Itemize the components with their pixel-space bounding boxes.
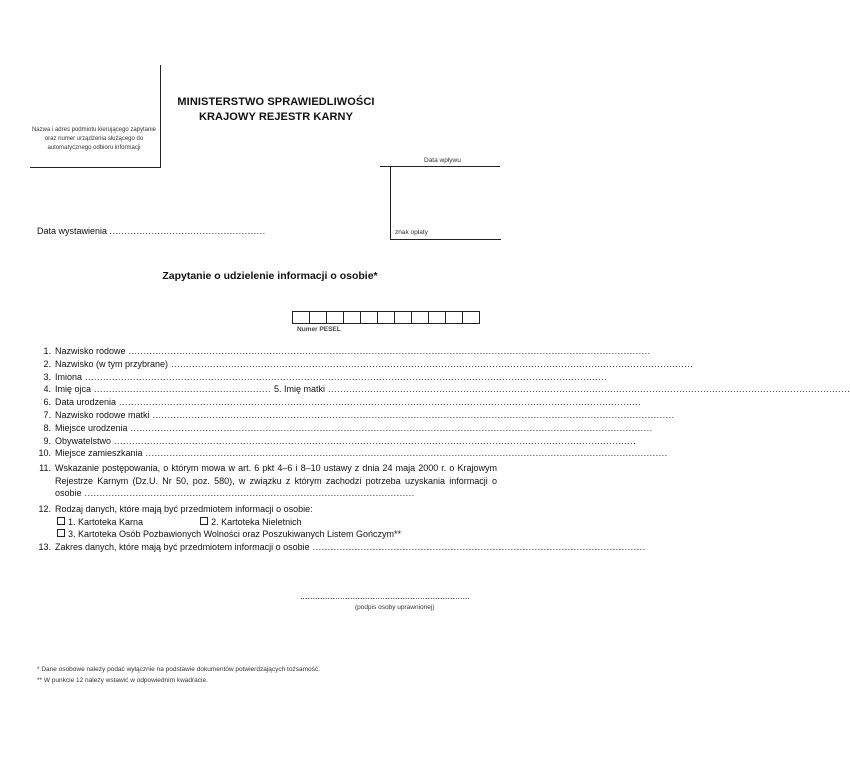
field-number: 7.: [43, 410, 51, 420]
field-dots: ..............................................................................................................................................................................: [82, 371, 608, 382]
pesel-digit-cell[interactable]: [377, 311, 395, 324]
ministry-heading: [160, 95, 392, 125]
form-field-row[interactable]: [37, 409, 675, 422]
field-label: Miejsce zamieszkania: [55, 448, 143, 459]
field-dots: ..............................................................................................................................................................................: [142, 448, 668, 459]
form-field-row[interactable]: [37, 358, 694, 371]
field-label-mother-name: 5. Imię matki: [274, 384, 326, 395]
field-number: 8.: [43, 422, 51, 433]
field-label: Miejsce urodzenia: [55, 422, 128, 433]
pesel-digit-cell[interactable]: [394, 311, 412, 324]
field-data-scope-dots: ...............................................................................................................: [309, 542, 646, 552]
pesel-digit-cell[interactable]: [360, 311, 378, 324]
sender-caption: Nazwa i adres podmiotu kierującego zapytanie oraz numer urządzenia służącego do automatycznego odbioru informacji: [31, 127, 157, 151]
pesel-digit-cell[interactable]: [428, 311, 446, 324]
field-proceedings[interactable]: [37, 462, 497, 500]
pesel-digit-cell[interactable]: [326, 311, 344, 324]
field-label: Imiona: [55, 371, 83, 382]
receipt-date-label: Data wpływu: [424, 157, 461, 164]
option-juvenile-record-label: 2. Kartoteka Nieletnich: [211, 516, 302, 527]
field-proceedings-dots: ..............................................................................................................: [81, 488, 415, 498]
footnote-2: ** W punkcie 12 należy wstawić w odpowiednim kwadracie.: [37, 677, 208, 684]
field-dots: ..............................................................................................................................................................................: [111, 435, 637, 446]
option-juvenile-record[interactable]: [200, 517, 302, 527]
pesel-input[interactable]: [292, 311, 480, 324]
form-field-row[interactable]: [37, 371, 608, 384]
pesel-digit-cell[interactable]: [445, 311, 463, 324]
field-number: 11.: [39, 463, 51, 473]
field-label: Nazwisko rodowe matki: [55, 410, 150, 420]
checkbox-wanted-record[interactable]: [57, 529, 65, 537]
field-dots: ..............................................................................................................................................................................: [116, 397, 642, 408]
field-number: 4.: [43, 384, 51, 395]
field-dots: ..............................................................................................................................................................................: [149, 410, 675, 420]
form-title: Zapytanie o udzielenie informacji o osobie*: [162, 270, 378, 282]
form-field-row[interactable]: [37, 345, 651, 358]
field-dots: ..............................................................................................................................................................................: [125, 346, 651, 356]
issue-date-label: Data wystawienia: [37, 226, 108, 236]
checkbox-criminal-record[interactable]: [57, 517, 65, 525]
form-field-row[interactable]: [37, 447, 668, 460]
footnote-1: * Dane osobowe należy podać wyłącznie na podstawie dokumentów potwierdzających tożsamość.: [37, 666, 320, 673]
fee-stamp-label: znak opłaty: [395, 229, 428, 236]
pesel-digit-cell[interactable]: [292, 311, 310, 324]
field-number: 10.: [38, 448, 51, 459]
field-number: 12.: [38, 504, 51, 514]
field-number: 6.: [43, 397, 51, 408]
pesel-digit-cell[interactable]: [411, 311, 429, 324]
signature-caption: (podpis osoby uprawnionej): [355, 604, 435, 611]
registry-name: KRAJOWY REJESTR KARNY: [198, 111, 354, 123]
form-field-row[interactable]: [37, 383, 850, 396]
field-label: Nazwisko rodowe: [55, 346, 126, 356]
field-label: Imię ojca: [55, 384, 92, 395]
field-data-type-text: Rodzaj danych, które mają być przedmiotem informacji o osobie:: [55, 504, 313, 514]
field-data-type: [37, 503, 497, 541]
field-number: 3.: [43, 371, 51, 382]
field-dots: ..............................................................................................................................................................................: [168, 358, 694, 369]
pesel-digit-cell[interactable]: [462, 311, 480, 324]
form-field-row[interactable]: [37, 422, 653, 435]
field-data-scope[interactable]: [37, 541, 646, 554]
option-criminal-record-label: 1. Kartoteka Karna: [68, 516, 144, 527]
field-dots: ..............................................................................................................................................................................: [325, 384, 850, 395]
pesel-digit-cell[interactable]: [343, 311, 361, 324]
pesel-digit-cell[interactable]: [309, 311, 327, 324]
signature-line[interactable]: ....................................................................: [300, 591, 471, 601]
field-data-scope-label: Zakres danych, które mają być przedmiotem informacji o osobie: [55, 542, 310, 552]
issue-date-dots: ....................................................: [109, 226, 266, 236]
field-label: Data urodzenia: [55, 397, 117, 408]
field-label: Nazwisko (w tym przybrane): [55, 358, 169, 369]
issue-date-field[interactable]: [37, 226, 266, 236]
field-label: Obywatelstwo: [55, 435, 112, 446]
form-field-row[interactable]: [37, 435, 637, 448]
pesel-label: Numer PESEL: [297, 326, 341, 333]
field-dots: ...........................................................: [91, 384, 275, 395]
field-dots: ..............................................................................................................................................................................: [127, 422, 653, 433]
field-number: 13.: [38, 542, 51, 552]
checkbox-juvenile-record[interactable]: [200, 517, 208, 525]
ministry-name: MINISTERSTWO SPRAWIEDLIWOŚCI: [177, 96, 375, 108]
form-field-row[interactable]: [37, 396, 642, 409]
option-wanted-record[interactable]: [57, 529, 401, 539]
option-wanted-record-label: 3. Kartoteka Osób Pozbawionych Wolności oraz Poszukiwanych Listem Gończym**: [68, 529, 401, 539]
option-criminal-record[interactable]: [57, 517, 143, 527]
field-proceedings-text: Wskazanie postępowania, o którym mowa w art. 6 pkt 4–6 i 8–10 ustawy z dnia 24 maja 2000 r. o Krajowym Rejestrze Karnym (Dz.U. Nr 50, poz. 580), w związku z którym zachodzi potrzeba uzyskania informacji o osobie: [55, 463, 497, 498]
field-number: 1.: [43, 346, 51, 356]
field-number: 9.: [43, 435, 51, 446]
field-number: 2.: [43, 358, 51, 369]
